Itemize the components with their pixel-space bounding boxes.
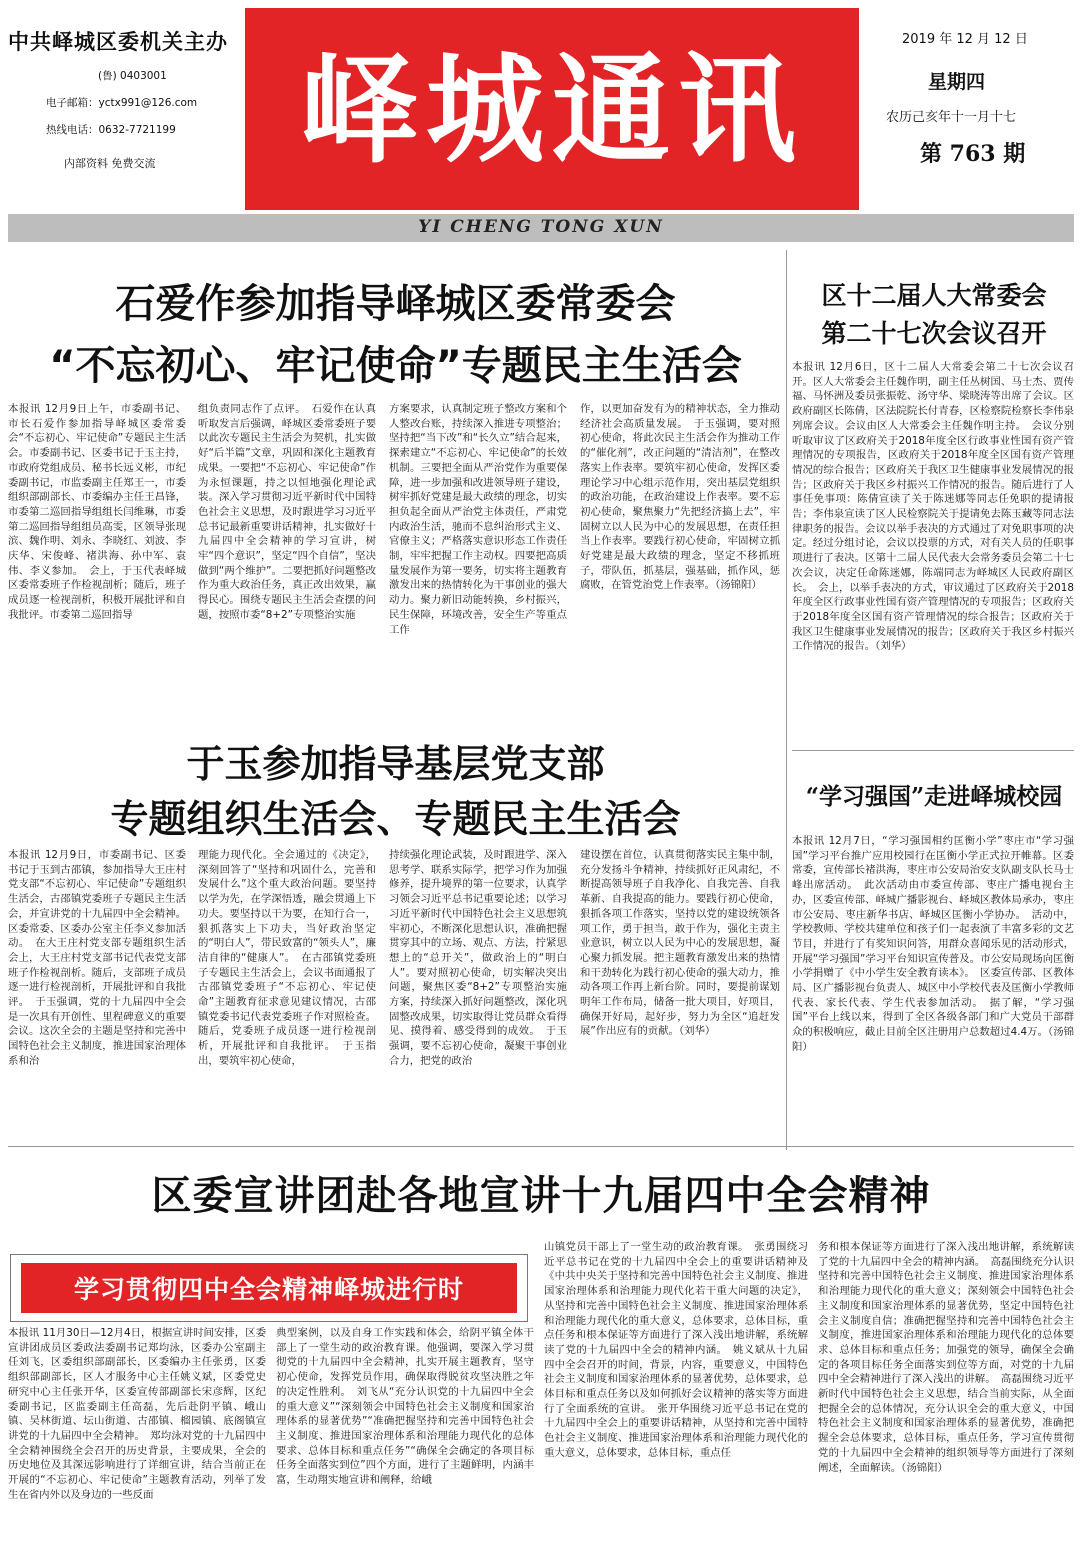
article1-column3: 方案要求，认真制定班子整改方案和个人整改台账，持续深入推进专项整治；坚持把“当下改”和“长久立”结合起来，探索建立“不忘初心、牢记使命”的长效机制。三要把全面从严治党作为重要保障，进一步加强和改进领导班子建设，树牢抓好党建是最大政绩的理念，切实担负起全面从严治党主体责任，严肃党内政治生活，驰而不息纠治形式主义、官僚主义；严格落实意识形态工作责任制，牢牢把握工作主动权。四要把高质量发展作为第一要务，切实将主题教育激发出来的热情转化为干事创业的强大动力。聚力新旧动能转换，乡村振兴，民生保障，环境改善，安全生产等重点工作	[389, 403, 567, 636]
article3-column2: 典型案例，以及自身工作实践和体会，给阴平镇全体干部上了一堂生动的政治教育课。他强调，要深入学习贯彻党的十九届四中全会精神，扎实开展主题教育，坚守初心使命，发挥党员作用，确保取得脱贫攻坚决胜之年的决定性胜利。 刘飞从“充分认识党的十九届四中全会的重大意义”“深刻领会中国特色社会主义制度和国家治理体系的显著优势”“准确把握坚持和完善中国特色社会主义制度、推进国家治理体系和治理能力现代化的总体要求、总体目标和重点任务”“确保全会确定的各项目标任务全面落实到位”四个方面，进行了主题鲜明，内涵丰富，生动翔实地宣讲和阐释，给峨	[276, 1327, 534, 1487]
issue-weekday: 星期四	[928, 71, 986, 93]
lunar-date: 农历己亥年十一月十七	[886, 110, 1017, 125]
article2-column2: 理能力现代化。全会通过的《决定》，深刻回答了“坚持和巩固什么，完善和发展什么”这个重大政治问题。要坚持以学为先，在学深悟透，融会贯通上下功夫。要坚持以干为要，在知行合一，狠抓落实上下功夫，当好政治坚定的“明白人”，带民致富的“领头人”，廉洁自律的“健康人”。 在古邵镇党委班子专题民主生活会上，会议书面通报了古邵镇党委班子“不忘初心、牢记使命”主题教育征求意见建议情况，古邵镇党委书记代表党委班子作对照检查。随后，党委班子成员逐一进行检视剖析，开展批评和自我批评。 于玉指出，要筑牢初心使命，	[198, 849, 376, 1067]
column-banner	[10, 1254, 528, 1322]
article3-column1: 本报讯 11月30日—12月4日，根据宣讲时间安排，区委宣讲团成员区委政法委副书记郑均泳，区委办公室副主任刘飞，区委组织部副部长，区委编办主任张勇，区委组织部副部长，区人才服务中心主任姚义斌，区委党史研究中心主任张开华，区委宣传部副部长宋彦辉，区纪委副书记，区监委副主任高磊，先后赴阴平镇、峨山镇、吴林街道、坛山街道、古邵镇、榴园镇、底阁镇宣讲党的十九届四中全会精神。 郑均泳对党的十九届四中全会精神围绕全会召开的历史背景，主要成果，全会的历史地位及其深远影响进行了详细宣讲，结合当前正在开展的“不忘初心、牢记使命”主题教育活动，列举了发生在省内外以及身边的一些反面	[8, 1327, 266, 1501]
registration-number: (鲁) 0403001	[98, 70, 167, 82]
distribution-note: 内部资料 免费交流	[64, 157, 156, 170]
publisher-org: 中共峄城区委机关主办	[8, 29, 228, 54]
sidebar1-headline-line1: 区十二届人大常委会	[821, 281, 1047, 310]
article2-column4: 建设摆在首位，认真贯彻落实民主集中制，充分发扬斗争精神，持续抓好正风肃纪，不断提高领导班子自我净化、自我完善、自我革新、自我提高的能力。要践行初心使命，狠抓各项工作落实，坚持以党的建设统领各项工作，勇于担当，敢于作为，强化主责主业意识，树立以人民为中心的发展思想，凝心聚力抓发展。把主题教育激发出来的热情和干劲转化为践行初心使命的强大动力，推动各项工作再上新台阶。同时，要提前谋划明年工作布局，储备一批大项目，好项目，确保开好局，起好步，努力为全区“追赶发展”作出应有的贡献。（刘华）	[580, 849, 780, 1038]
newspaper-name: 峄城通讯	[299, 40, 804, 179]
sidebar2-headline: “学习强国”走进峄城校园	[805, 783, 1063, 810]
article2-headline-line1: 于玉参加指导基层党支部	[186, 742, 605, 786]
sidebar1-headline-line2: 第二十七次会议召开	[821, 319, 1047, 348]
newspaper-pinyin: YI CHENG TONG XUN	[418, 217, 664, 237]
pinyin-bar	[8, 214, 1074, 242]
article1-headline-line2: “不忘初心、牢记使命”专题民主生活会	[49, 343, 742, 389]
article2-column1: 本报讯 12月9日，市委副书记、区委书记于玉到古邵镇，参加指导大王庄村党支部“不忘初心、牢记使命”专题组织生活会，古邵镇党委班子专题民主生活会，并宣讲党的十九届四中全会精神。区委常委、区委办公室主任李义参加活动。 在大王庄村党支部专题组织生活会上，大王庄村党支部书记代表党支部班子作检视剖析。随后，支部班子成员逐一进行检视剖析，开展批评和自我批评。 于玉强调，党的十九届四中全会是一次具有开创性、里程碑意义的重要会议。这次全会的主题是坚持和完善中国特色社会主义制度，推进国家治理体系和治	[8, 849, 186, 1067]
article3-headline: 区委宣讲团赴各地宣讲十九届四中全会精神	[151, 1173, 931, 1219]
article1-column4: 作，以更加奋发有为的精神状态，全力推动经济社会高质量发展。 于玉强调，要对照初心使命，将此次民主生活会作为推动工作的“催化剂”，改正问题的“清洁剂”，在整改落实上作表率。要筑牢初心使命，发挥区委理论学习中心组示范作用，突出基层党组织的政治功能，在政治建设上作表率。要不忘初心使命，聚焦聚力“先把经济搞上去”，牢固树立以人民为中心的发展思想，在责任担当上作表率。要践行初心使命，牢固树立抓好党建是最大政绩的理念，坚定不移抓班子，带队伍，抓基层，强基础，抓作风，惩腐败，在管党治党上作表率。（汤锦阳）	[580, 403, 780, 592]
contact-phone: 热线电话：0632-7721199	[46, 124, 176, 136]
column-banner-text: 学习贯彻四中全会精神峄城进行时	[73, 1275, 464, 1304]
sidebar1-body: 本报讯 12月6日，区十二届人大常委会第二十七次会议召开。区人大常委会主任魏作明，副主任丛树国、马士杰、贾传福、马怀洲及委员张振乾、汤守华、梁晓涛等出席了会议。区政府副区长陈倩，区法院院长付青春，区检察院检察长李伟泉列席会议。会议由区人大常委会主任魏作明主持。 会议分别听取审议了区政府关于2018年度全区行政事业性国有资产管理情况的专项报告，区政府关于2018年度全区国有资产管理情况的综合报告；区政府关于我区卫生健康事业发展情况的报告；区政府关于我区乡村振兴工作情况的报告。随后进行了人事任免事项：陈倩宣读了关于陈迷娜等同志任免职的提请报告；李伟泉宣读了区人民检察院关于提请免去陈玉藏等同志法律职务的报告。会议以举手表决的方式通过了对免职事项的决定。经过分组讨论，会议以投票的方式，对有关人员的任职事项进行了表决。区第十二届人民代表大会常务委员会第二十七次会议，决定任命陈迷娜，陈端同志为峄城区人民政府副区长。 会上，以举手表决的方式，审议通过了区政府关于2018年度全区行政事业性国有资产管理情况的专项报告；区政府关于2018年度全区国有资产管理情况的综合报告；区政府关于我区卫生健康事业发展情况的报告；区政府关于我区乡村振兴工作情况的报告。（刘华）	[792, 361, 1074, 653]
article1-column2: 组负责同志作了点评。 石爱作在认真听取发言后强调，峄城区委常委班子要以此次专题民主生活会为契机，扎实做好“后半篇”文章，巩固和深化主题教育成果。一要把“不忘初心、牢记使命”作为永恒课题，持之以恒地强化理论武装。深入学习贯彻习近平新时代中国特色社会主义思想，及时跟进学习习近平总书记最新重要讲话精神，扎实做好十九届四中全会精神的学习宣讲，树牢“四个意识”，坚定“四个自信”，坚决做到“两个维护”。二要把抓好问题整改作为重大政治任务，真正改出效果，赢得民心。围绕专题民主生活会查摆的问题，按照市委“8+2”专项整治实施	[198, 403, 376, 621]
article3-column4: 务和根本保证等方面进行了深入浅出地讲解，系统解读了党的十九届四中全会的精神内涵。 高磊围绕充分认识坚持和完善中国特色社会主义制度、推进国家治理体系和治理能力现代化的重大意义；深刻领会中国特色社会主义制度和国家治理体系的显著优势，坚定中国特色社会主义制度自信；准确把握坚持和完善中国特色社会主义制度，推进国家治理体系和治理能力现代化的总体要求、总体目标和重点任务；加强党的领导，确保全会确定的各项目标任务全面落实到位等方面，对党的十九届四中全会精神进行了深入浅出的讲解。 高磊围绕习近平新时代中国特色社会主义思想，结合当前实际，从全面把握全会的总体情况，充分认识全会的重大意义，中国特色社会主义制度和国家治理体系的显著优势，准确把握全会总体要求，总体目标，重点任务，学习宣传贯彻党的十九届四中全会精神的组织领导等方面进行了深刻阐述，全面解读。（汤锦阳）	[818, 1241, 1074, 1474]
sidebar2-body: 本报讯 12月7日，“学习强国相约匡衡小学”枣庄市“学习强国”学习平台推广应用校园行在匡衡小学正式拉开帷幕。区委常委，宣传部长褚洪海，枣庄市公安局治安支队副支队长马士峰出席活动。 此次活动由市委宣传部、枣庄广播电视台主办，区委宣传部、峄城广播影视台、峄城区教体局承办，枣庄市公安局、枣庄新华书店、峄城区匡衡小学协办。 活动中，学校教师、学校共建单位和孩子们一起表演了丰富多彩的文艺节目，并进行了有奖知识问答，用群众喜闻乐见的活动形式，开展“学习强国”学习平台知识宣传普及。市公安局现场向匡衡小学捐赠了《中小学生安全教育读本》。 区委宣传部、区教体局、区广播影视台负责人、城区中小学校代表及匡衡小学教师代表、家长代表、学生代表参加活动。 据了解，“学习强国”平台上线以来，得到了全区各级各部门和广大党员干部群众的积极响应，截止目前全区注册用户总数超过4.4万。（汤锦阳）	[792, 835, 1074, 1053]
article1-column1: 本报讯 12月9日上午，市委副书记、市长石爱作参加指导峄城区委常委会“不忘初心、牢记使命”专题民主生活会。市委副书记、区委书记于玉主持，市政府党组成员、秘书长远义彬，市纪委副书记，市监委副主任郑王一，市委组织部副部长、市委编办主任王昌锋，市委第二巡回指导组组长闫维琳，市委第二巡回指导组组员高雯，区领导张现滨、魏作明、刘永、李晓红、刘波、李庆华、宋俊峰、褚洪海、孙中军、袁伟、李义参加。 会上，于玉代表峄城区委常委班子作检视剖析；随后，班子成员逐一检视剖析，积极开展批评和自我批评。市委第二巡回指导	[8, 403, 186, 621]
issue-date: 2019 年 12 月 12 日	[902, 32, 1028, 47]
masthead-left-info	[8, 26, 240, 171]
masthead-logo	[245, 8, 859, 210]
article3-column3: 山镇党员干部上了一堂生动的政治教育课。 张勇围绕习近平总书记在党的十九届四中全会上的重要讲话精神及《中共中央关于坚持和完善中国特色社会主义制度、推进国家治理体系和治理能力现代化若干重大问题的决定》，从坚持和完善中国特色社会主义制度、推进国家治理体系和治理能力现代化的重大意义，总体要求，总体目标，重点任务和根本保证等方面进行了深入浅出地讲解，系统解读了党的十九届四中全会的精神内涵。 姚义斌从十九届四中全会召开的时间，背景，内容，重要意义，中国特色社会主义制度和国家治理体系的显著优势，总体要求，总体目标和重点任务以及如何抓好会议精神的落实等方面进行了全面系统的宣讲。 张开华围绕习近平总书记在党的十九届四中全会上的重要讲话精神，从坚持和完善中国特色社会主义制度、推进国家治理体系和治理能力现代化的重大意义，总体要求，总体目标，重点任	[544, 1241, 808, 1459]
column-divider	[786, 250, 787, 1150]
article1-headline-line1: 石爱作参加指导峄城区委常委会	[115, 281, 676, 327]
article2-column3: 持续强化理论武装，及时跟进学、深入思考学、联系实际学，把学习作为加强修养，提升境界的第一位要求，认真学习领会习近平总书记重要论述；以学习习近平新时代中国特色社会主义思想筑牢初心，不断深化思想认识，准确把握贯穿其中的立场、观点、方法，拧紧思想上的“总开关”，做政治上的“明白人”。要对照初心使命，切实解决突出问题，聚焦区委“8+2”专项整治实施方案，持续深入抓好问题整改，深化巩固整改成果，切实取得让党员群众看得见、摸得着、感受得到的成效。 于玉强调，要不忘初心使命，凝聚干事创业合力，把党的政治	[389, 849, 567, 1067]
sidebar-divider	[792, 750, 1074, 751]
masthead-right-info	[880, 28, 1075, 168]
section-divider	[8, 1146, 1074, 1147]
issue-number: 第 763 期	[920, 141, 1026, 167]
contact-email: 电子邮箱：yctx991@126.com	[46, 97, 198, 109]
article2-headline-line2: 专题组织生活会、专题民主生活会	[110, 797, 681, 841]
column-banner-box	[21, 1263, 517, 1313]
